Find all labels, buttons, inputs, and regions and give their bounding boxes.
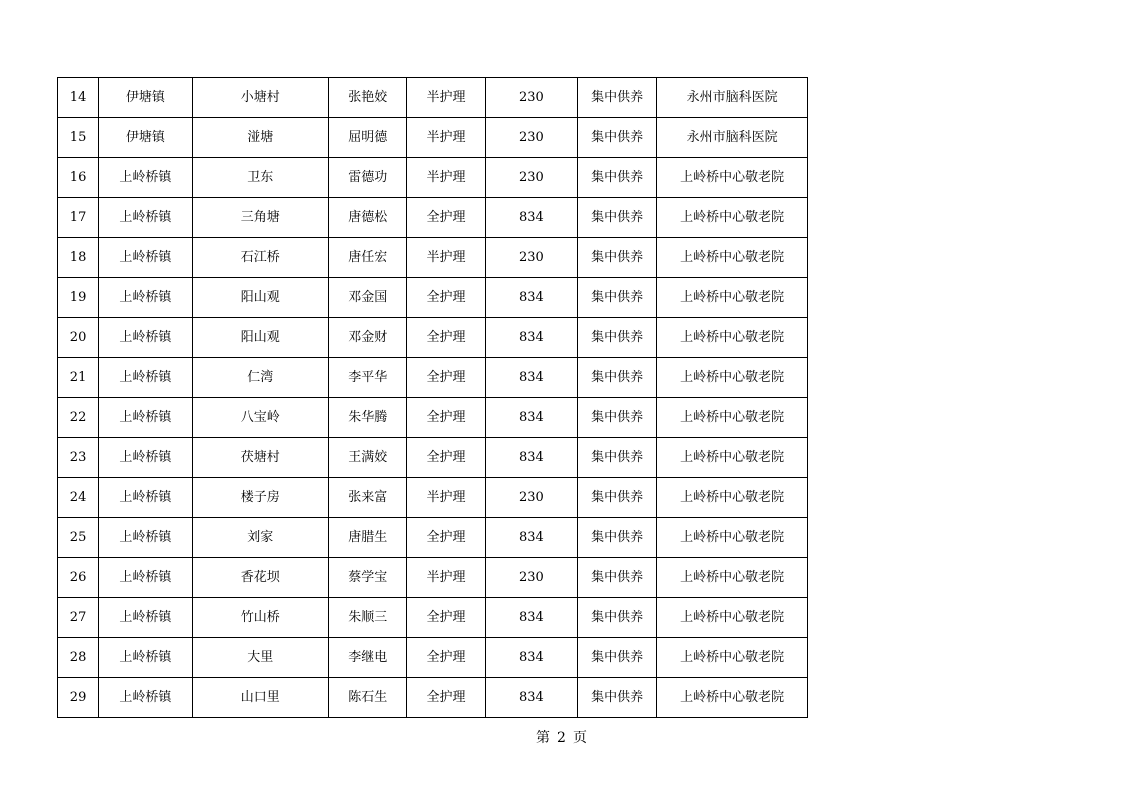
amount-cell: 834 xyxy=(485,198,577,238)
row-number-cell: 17 xyxy=(58,198,99,238)
name-cell: 蔡学宝 xyxy=(329,558,407,598)
village-cell: 大里 xyxy=(192,638,329,678)
footer-suffix: 页 xyxy=(572,730,587,746)
town-cell: 上岭桥镇 xyxy=(99,358,192,398)
name-cell: 朱华腾 xyxy=(329,398,407,438)
village-cell: 石江桥 xyxy=(192,238,329,278)
care-level-cell: 全护理 xyxy=(407,398,485,438)
roster-table xyxy=(57,77,808,718)
name-cell: 朱顺三 xyxy=(329,598,407,638)
table-row xyxy=(58,158,808,198)
amount-cell: 230 xyxy=(485,118,577,158)
support-type-cell: 集中供养 xyxy=(578,358,657,398)
name-cell: 张艳姣 xyxy=(329,78,407,118)
table-row xyxy=(58,598,808,638)
amount-cell: 834 xyxy=(485,398,577,438)
village-cell: 卫东 xyxy=(192,158,329,198)
table-row xyxy=(58,518,808,558)
support-type-cell: 集中供养 xyxy=(578,118,657,158)
table-row xyxy=(58,438,808,478)
name-cell: 唐德松 xyxy=(329,198,407,238)
row-number-cell: 20 xyxy=(58,318,99,358)
institution-cell: 上岭桥中心敬老院 xyxy=(657,398,808,438)
support-type-cell: 集中供养 xyxy=(578,278,657,318)
table-row xyxy=(58,638,808,678)
town-cell: 上岭桥镇 xyxy=(99,398,192,438)
institution-cell: 上岭桥中心敬老院 xyxy=(657,478,808,518)
row-number-cell: 16 xyxy=(58,158,99,198)
town-cell: 伊塘镇 xyxy=(99,118,192,158)
institution-cell: 永州市脑科医院 xyxy=(657,118,808,158)
amount-cell: 834 xyxy=(485,438,577,478)
village-cell: 湴塘 xyxy=(192,118,329,158)
institution-cell: 上岭桥中心敬老院 xyxy=(657,558,808,598)
care-level-cell: 半护理 xyxy=(407,478,485,518)
care-level-cell: 半护理 xyxy=(407,78,485,118)
support-type-cell: 集中供养 xyxy=(578,158,657,198)
care-level-cell: 全护理 xyxy=(407,598,485,638)
row-number-cell: 26 xyxy=(58,558,99,598)
town-cell: 上岭桥镇 xyxy=(99,198,192,238)
institution-cell: 上岭桥中心敬老院 xyxy=(657,358,808,398)
row-number-cell: 18 xyxy=(58,238,99,278)
support-type-cell: 集中供养 xyxy=(578,198,657,238)
village-cell: 茯塘村 xyxy=(192,438,329,478)
village-cell: 三角塘 xyxy=(192,198,329,238)
amount-cell: 230 xyxy=(485,238,577,278)
row-number-cell: 19 xyxy=(58,278,99,318)
name-cell: 李继电 xyxy=(329,638,407,678)
village-cell: 楼子房 xyxy=(192,478,329,518)
institution-cell: 上岭桥中心敬老院 xyxy=(657,638,808,678)
care-level-cell: 全护理 xyxy=(407,358,485,398)
name-cell: 雷德功 xyxy=(329,158,407,198)
village-cell: 山口里 xyxy=(192,678,329,718)
row-number-cell: 22 xyxy=(58,398,99,438)
amount-cell: 834 xyxy=(485,518,577,558)
row-number-cell: 25 xyxy=(58,518,99,558)
table-row xyxy=(58,358,808,398)
village-cell: 小塘村 xyxy=(192,78,329,118)
institution-cell: 上岭桥中心敬老院 xyxy=(657,318,808,358)
table-row xyxy=(58,318,808,358)
amount-cell: 834 xyxy=(485,318,577,358)
support-type-cell: 集中供养 xyxy=(578,518,657,558)
institution-cell: 上岭桥中心敬老院 xyxy=(657,278,808,318)
support-type-cell: 集中供养 xyxy=(578,398,657,438)
row-number-cell: 23 xyxy=(58,438,99,478)
row-number-cell: 15 xyxy=(58,118,99,158)
village-cell: 香花坝 xyxy=(192,558,329,598)
care-level-cell: 全护理 xyxy=(407,198,485,238)
row-number-cell: 27 xyxy=(58,598,99,638)
town-cell: 上岭桥镇 xyxy=(99,638,192,678)
town-cell: 上岭桥镇 xyxy=(99,598,192,638)
table-row xyxy=(58,558,808,598)
care-level-cell: 全护理 xyxy=(407,518,485,558)
institution-cell: 永州市脑科医院 xyxy=(657,78,808,118)
institution-cell: 上岭桥中心敬老院 xyxy=(657,678,808,718)
table-row xyxy=(58,118,808,158)
name-cell: 唐任宏 xyxy=(329,238,407,278)
support-type-cell: 集中供养 xyxy=(578,438,657,478)
roster-table-body xyxy=(58,78,808,718)
care-level-cell: 全护理 xyxy=(407,678,485,718)
village-cell: 阳山观 xyxy=(192,278,329,318)
village-cell: 竹山桥 xyxy=(192,598,329,638)
table-row xyxy=(58,278,808,318)
town-cell: 上岭桥镇 xyxy=(99,318,192,358)
table-row xyxy=(58,198,808,238)
row-number-cell: 21 xyxy=(58,358,99,398)
institution-cell: 上岭桥中心敬老院 xyxy=(657,598,808,638)
row-number-cell: 24 xyxy=(58,478,99,518)
table-row xyxy=(58,238,808,278)
name-cell: 屈明德 xyxy=(329,118,407,158)
institution-cell: 上岭桥中心敬老院 xyxy=(657,238,808,278)
page-footer xyxy=(0,727,1122,747)
table-row xyxy=(58,478,808,518)
village-cell: 阳山观 xyxy=(192,318,329,358)
care-level-cell: 半护理 xyxy=(407,118,485,158)
name-cell: 张来富 xyxy=(329,478,407,518)
name-cell: 邓金财 xyxy=(329,318,407,358)
village-cell: 刘家 xyxy=(192,518,329,558)
name-cell: 王满姣 xyxy=(329,438,407,478)
name-cell: 邓金国 xyxy=(329,278,407,318)
town-cell: 上岭桥镇 xyxy=(99,518,192,558)
support-type-cell: 集中供养 xyxy=(578,78,657,118)
row-number-cell: 14 xyxy=(58,78,99,118)
support-type-cell: 集中供养 xyxy=(578,478,657,518)
support-type-cell: 集中供养 xyxy=(578,598,657,638)
village-cell: 仁湾 xyxy=(192,358,329,398)
town-cell: 上岭桥镇 xyxy=(99,278,192,318)
amount-cell: 834 xyxy=(485,598,577,638)
support-type-cell: 集中供养 xyxy=(578,638,657,678)
institution-cell: 上岭桥中心敬老院 xyxy=(657,158,808,198)
amount-cell: 230 xyxy=(485,558,577,598)
amount-cell: 230 xyxy=(485,478,577,518)
care-level-cell: 半护理 xyxy=(407,158,485,198)
town-cell: 上岭桥镇 xyxy=(99,478,192,518)
town-cell: 上岭桥镇 xyxy=(99,238,192,278)
table-row xyxy=(58,398,808,438)
care-level-cell: 全护理 xyxy=(407,638,485,678)
page-number: 2 xyxy=(557,730,566,746)
footer-prefix: 第 xyxy=(536,730,551,746)
name-cell: 陈石生 xyxy=(329,678,407,718)
care-level-cell: 全护理 xyxy=(407,318,485,358)
care-level-cell: 半护理 xyxy=(407,238,485,278)
amount-cell: 834 xyxy=(485,358,577,398)
name-cell: 唐腊生 xyxy=(329,518,407,558)
table-row xyxy=(58,678,808,718)
institution-cell: 上岭桥中心敬老院 xyxy=(657,518,808,558)
care-level-cell: 全护理 xyxy=(407,278,485,318)
amount-cell: 834 xyxy=(485,278,577,318)
village-cell: 八宝岭 xyxy=(192,398,329,438)
amount-cell: 834 xyxy=(485,638,577,678)
amount-cell: 834 xyxy=(485,678,577,718)
institution-cell: 上岭桥中心敬老院 xyxy=(657,198,808,238)
town-cell: 上岭桥镇 xyxy=(99,158,192,198)
institution-cell: 上岭桥中心敬老院 xyxy=(657,438,808,478)
name-cell: 李平华 xyxy=(329,358,407,398)
support-type-cell: 集中供养 xyxy=(578,238,657,278)
town-cell: 上岭桥镇 xyxy=(99,438,192,478)
town-cell: 上岭桥镇 xyxy=(99,558,192,598)
support-type-cell: 集中供养 xyxy=(578,318,657,358)
row-number-cell: 28 xyxy=(58,638,99,678)
row-number-cell: 29 xyxy=(58,678,99,718)
care-level-cell: 半护理 xyxy=(407,558,485,598)
care-level-cell: 全护理 xyxy=(407,438,485,478)
support-type-cell: 集中供养 xyxy=(578,558,657,598)
town-cell: 伊塘镇 xyxy=(99,78,192,118)
town-cell: 上岭桥镇 xyxy=(99,678,192,718)
amount-cell: 230 xyxy=(485,158,577,198)
amount-cell: 230 xyxy=(485,78,577,118)
table-row xyxy=(58,78,808,118)
support-type-cell: 集中供养 xyxy=(578,678,657,718)
